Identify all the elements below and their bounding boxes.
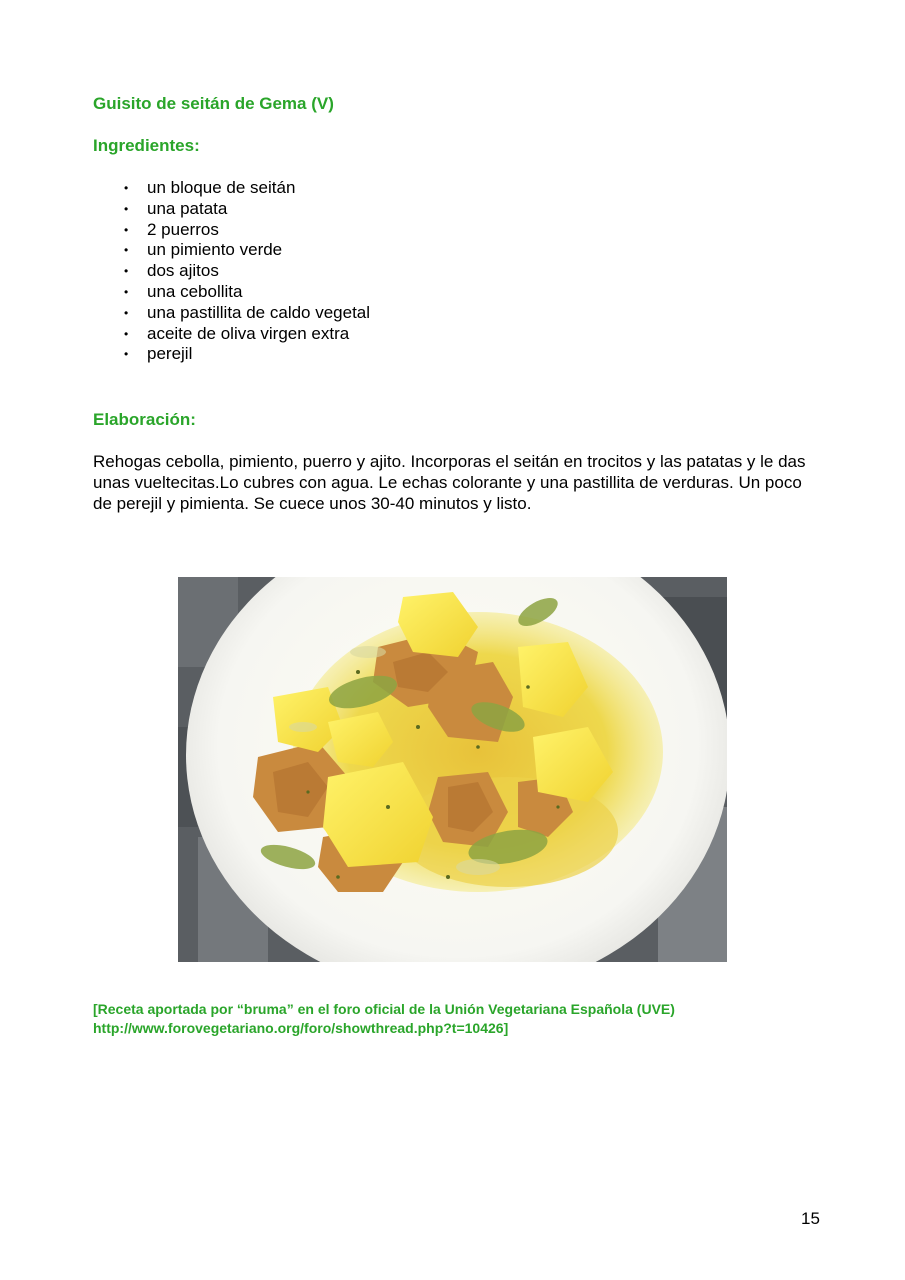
list-item [120, 240, 370, 261]
source-link[interactable]: http://www.forovegetariano.org/foro/showthread.php?t=10426] [93, 1020, 509, 1036]
dish-photo [178, 577, 727, 962]
list-item [120, 178, 370, 199]
ingredient-text: una patata [147, 198, 228, 218]
list-item [120, 220, 370, 241]
bullet-icon: • [124, 181, 129, 195]
list-item [120, 324, 370, 345]
ingredient-text: una cebollita [147, 281, 243, 301]
bullet-icon: • [124, 284, 129, 299]
list-item [120, 199, 370, 220]
recipe-credit [93, 1000, 675, 1038]
ingredient-text: un bloque de seitán [147, 178, 296, 197]
ingredient-text: un pimiento verde [147, 240, 283, 260]
ingredient-text: una pastillita de caldo vegetal [147, 302, 371, 322]
bullet-icon: • [124, 243, 129, 258]
bullet-icon: • [124, 305, 129, 320]
credit-line: [Receta aportada por “bruma” en el foro oficial de la Unión Vegetariana Española (UVE) [93, 1001, 675, 1017]
ingredients-list [120, 178, 370, 365]
bullet-icon: • [124, 222, 129, 237]
list-item [120, 303, 370, 324]
list-item [120, 261, 370, 282]
list-item [120, 344, 370, 365]
bullet-icon: • [124, 326, 129, 341]
page-number: 15 [801, 1209, 820, 1228]
ingredient-text: perejil [147, 344, 193, 364]
bullet-icon: • [124, 264, 129, 279]
elaboration-text: Rehogas cebolla, pimiento, puerro y ajito. Incorporas el seitán en trocitos y las patatas y le das unas vueltecitas.Lo cubres con agua. Le echas colorante y una pastillita de verduras. Un poco de perejil y pimienta. Se cuece unos 30-40 minutos y listo. [93, 452, 806, 513]
recipe-title: Guisito de seitán de Gema (V) [93, 94, 334, 113]
ingredient-text: dos ajitos [147, 261, 219, 281]
list-item [120, 282, 370, 303]
ingredient-text: aceite de oliva virgen extra [147, 323, 350, 343]
ingredient-text: 2 puerros [147, 219, 219, 239]
bullet-icon: • [124, 201, 129, 216]
ingredients-heading: Ingredientes: [93, 136, 200, 155]
elaboration-heading: Elaboración: [93, 410, 196, 429]
bullet-icon: • [124, 347, 129, 362]
